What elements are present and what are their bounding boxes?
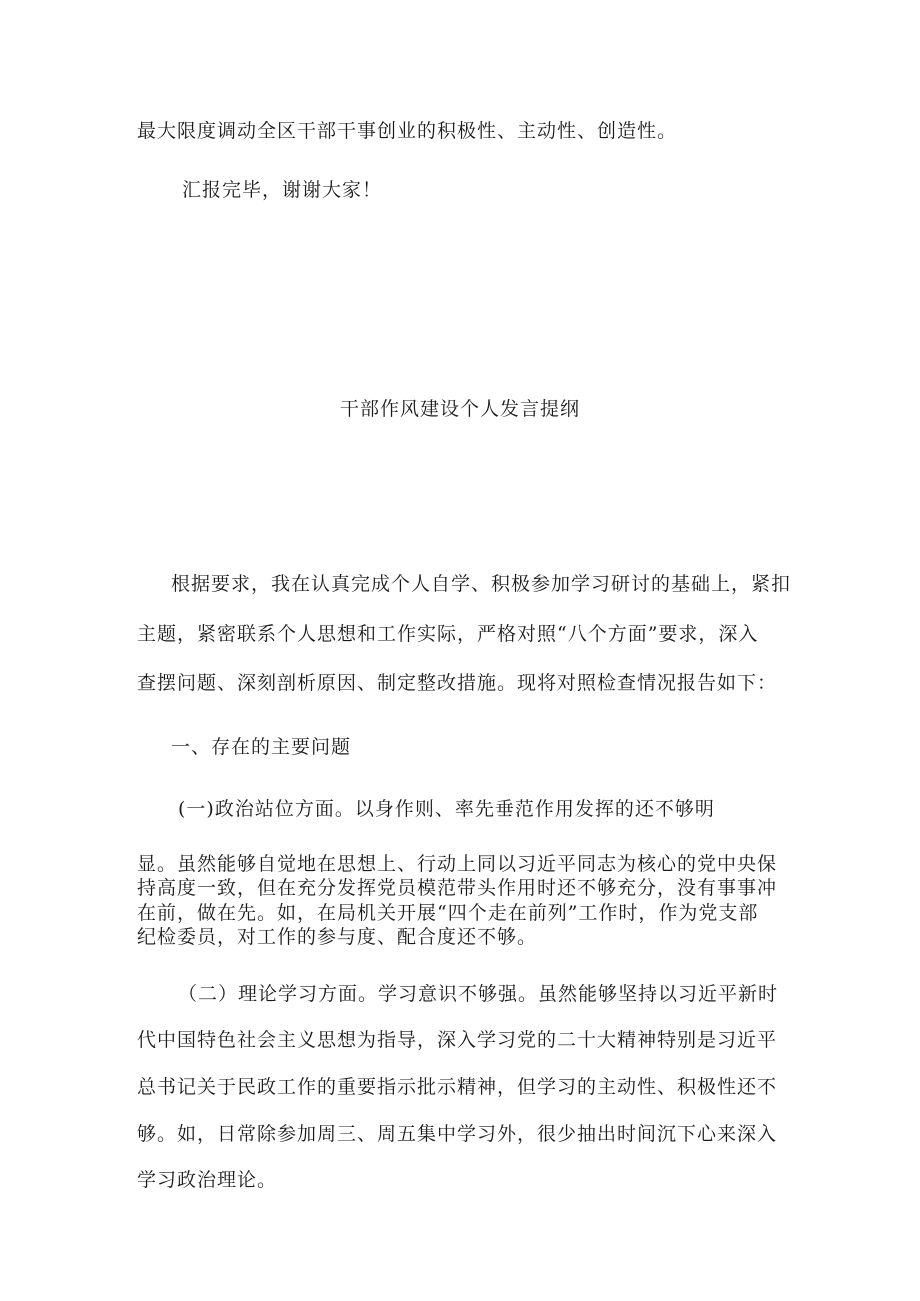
item-2-line-4: 够。如，日常除参加周三、周五集中学习外，很少抽出时间沉下心来深入 xyxy=(137,1123,778,1145)
item-1-heading: (一)政治站位方面。以身作则、率先垂范作用发挥的还不够明 xyxy=(178,798,715,820)
item-1-line-2: 持高度一致，但在充分发挥党员模范带头作用时还不够充分，没有事事冲 xyxy=(137,877,778,899)
document-title: 干部作风建设个人发言提纲 xyxy=(339,398,580,420)
paragraph-1-line-2: 主题，紧密联系个人思想和工作实际，严格对照“八个方面”要求，深入 xyxy=(137,623,759,645)
item-2-line-5: 学习政治理论。 xyxy=(137,1169,278,1191)
intro-line-2: 汇报完毕，谢谢大家！ xyxy=(182,179,383,201)
intro-line-1: 最大限度调动全区干部干事创业的积极性、主动性、创造性。 xyxy=(137,120,678,142)
item-2-line-1: （二）理论学习方面。学习意识不够强。虽然能够坚持以习近平新时 xyxy=(178,983,779,1005)
item-1-line-4: 纪检委员，对工作的参与度、配合度还不够。 xyxy=(137,926,538,948)
item-2-line-2: 代中国特色社会主义思想为指导，深入学习党的二十大精神特别是习近平 xyxy=(137,1029,778,1051)
section-1-heading: 一、存在的主要问题 xyxy=(171,736,352,758)
paragraph-1-line-1: 根据要求，我在认真完成个人自学、积极参加学习研讨的基础上，紧扣 xyxy=(171,573,792,595)
paragraph-1-line-3: 查摆问题、深刻剖析原因、制定整改措施。现将对照检查情况报告如下： xyxy=(137,672,778,694)
item-1-line-1: 显。虽然能够自觉地在思想上、行动上同以习近平同志为核心的党中央保 xyxy=(137,853,778,875)
item-1-line-3: 在前，做在先。如，在局机关开展“四个走在前列”工作时，作为党支部 xyxy=(137,902,759,924)
item-2-line-3: 总书记关于民政工作的重要指示批示精神，但学习的主动性、积极性还不 xyxy=(137,1076,778,1098)
